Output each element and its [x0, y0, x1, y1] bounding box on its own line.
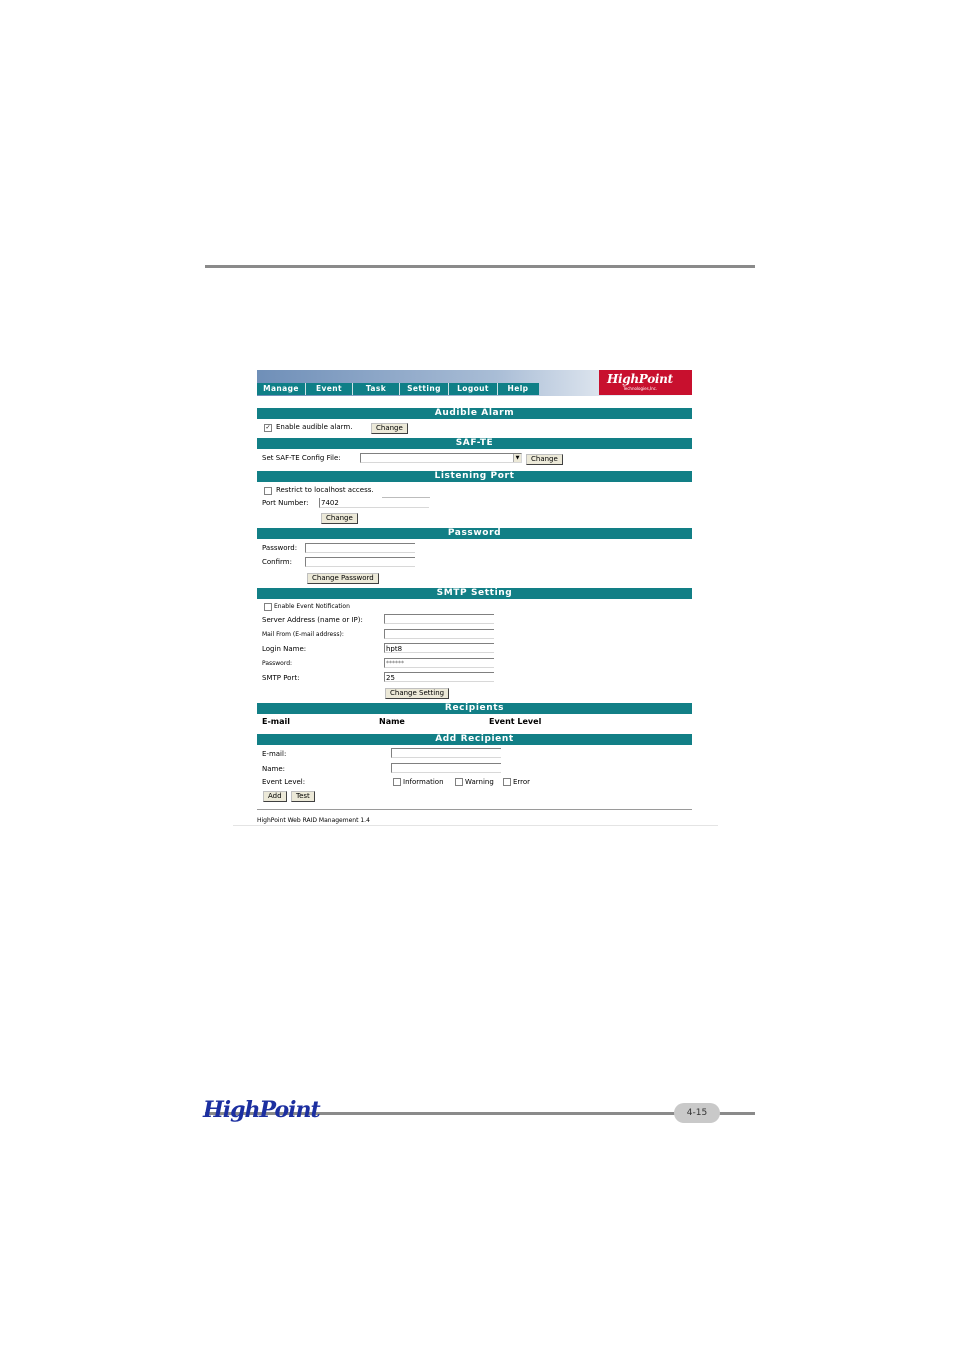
top-rule	[205, 265, 755, 268]
enable-notification-label: Enable Event Notification	[274, 603, 350, 610]
smtp-port-label: SMTP Port:	[262, 674, 300, 682]
col-event-level-header: Event Level	[489, 717, 542, 726]
section-recipients: Recipients	[257, 703, 692, 714]
change-setting-button[interactable]: Change Setting	[385, 688, 449, 699]
nav-bar	[257, 370, 692, 396]
smtp-password-label: Password:	[262, 660, 293, 667]
enable-notification-checkbox[interactable]	[264, 603, 272, 611]
audible-alarm-checkbox[interactable]: ✓	[265, 424, 271, 431]
nav-logout[interactable]: Logout	[449, 383, 498, 395]
safte-config-select[interactable]	[360, 453, 522, 463]
safte-change-button[interactable]: Change	[526, 454, 563, 465]
level-error-label: Error	[513, 778, 531, 786]
ui-footer-text: HighPoint Web RAID Management 1.4	[257, 817, 370, 824]
logo-subtext: Technologies,Inc.	[623, 386, 658, 391]
recipient-name-input[interactable]	[391, 763, 501, 773]
brand-logo: HighPoint	[203, 1097, 320, 1123]
footer-underline	[233, 825, 718, 826]
section-saf-te: SAF-TE	[257, 438, 692, 449]
login-name-input[interactable]: hpt8	[384, 643, 494, 653]
section-add-recipient: Add Recipient	[257, 734, 692, 745]
login-name-label: Login Name:	[262, 645, 307, 653]
level-warning-label: Warning	[465, 778, 494, 786]
nav-setting[interactable]: Setting	[400, 383, 449, 395]
level-error-checkbox[interactable]	[503, 778, 511, 786]
port-number-label: Port Number:	[262, 499, 309, 507]
event-level-label: Event Level:	[262, 778, 306, 786]
smtp-port-input[interactable]: 25	[384, 672, 494, 682]
section-audible-alarm: Audible Alarm	[257, 408, 692, 419]
test-recipient-button[interactable]: Test	[291, 791, 315, 802]
nav-task[interactable]: Task	[353, 383, 400, 395]
confirm-label: Confirm:	[262, 558, 292, 566]
recipient-name-label: Name:	[262, 765, 286, 773]
section-smtp-setting: SMTP Setting	[257, 588, 692, 599]
recipient-email-input[interactable]	[391, 748, 501, 758]
port-number-input[interactable]: 7402	[319, 498, 429, 508]
page-number: 4-15	[674, 1103, 720, 1123]
level-information-checkbox[interactable]	[393, 778, 401, 786]
nav-help[interactable]: Help	[507, 384, 529, 393]
nav-manage[interactable]: Manage	[257, 383, 306, 395]
safte-config-label: Set SAF-TE Config File:	[262, 454, 341, 462]
mail-from-input[interactable]	[384, 629, 494, 639]
audible-change-button[interactable]: Change	[371, 423, 408, 434]
section-password: Password	[257, 528, 692, 539]
nav-menu	[257, 383, 539, 395]
footer-divider	[257, 809, 692, 810]
change-password-button[interactable]: Change Password	[307, 573, 379, 584]
mail-from-label: Mail From (E-mail address):	[262, 631, 344, 638]
password-input[interactable]	[305, 543, 415, 553]
confirm-password-input[interactable]	[305, 557, 415, 567]
section-listening-port: Listening Port	[257, 471, 692, 482]
add-recipient-button[interactable]: Add	[263, 791, 287, 802]
password-label: Password:	[262, 544, 298, 552]
restrict-localhost-label: Restrict to localhost access.	[276, 486, 374, 494]
restrict-localhost-checkbox[interactable]	[264, 487, 272, 495]
chevron-down-icon[interactable]: ▼	[513, 454, 521, 462]
audible-alarm-label: Enable audible alarm.	[276, 423, 353, 431]
logo-text: HighPoint	[607, 372, 673, 386]
nav-event[interactable]: Event	[306, 383, 353, 395]
highpoint-logo	[599, 370, 692, 395]
server-address-label: Server Address (name or IP):	[262, 616, 363, 624]
port-change-button[interactable]: Change	[321, 513, 358, 524]
smtp-password-input[interactable]: ******	[384, 658, 494, 668]
col-email-header: E-mail	[262, 717, 291, 726]
recipient-email-label: E-mail:	[262, 750, 287, 758]
server-address-input[interactable]	[384, 614, 494, 624]
level-information-label: Information	[403, 778, 444, 786]
level-warning-checkbox[interactable]	[455, 778, 463, 786]
col-name-header: Name	[379, 717, 405, 726]
